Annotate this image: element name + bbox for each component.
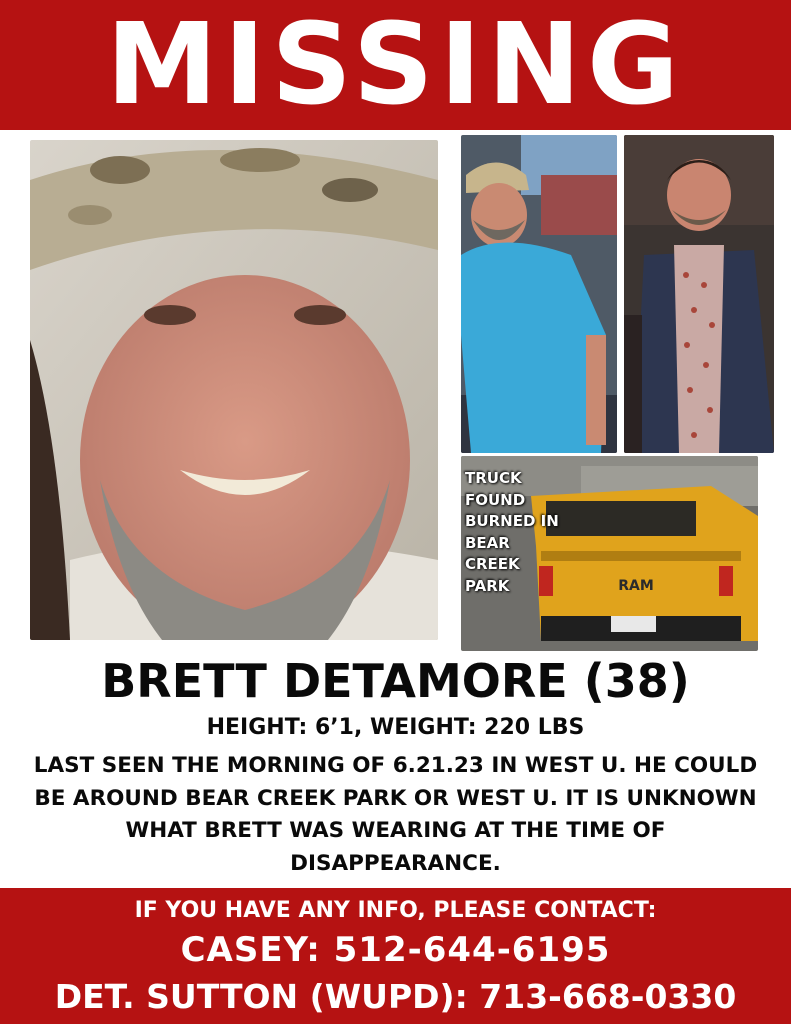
contact-banner [0,888,791,1024]
contact-sutton: DET. SUTTON (WUPD): 713-668-0330 [54,977,737,1016]
missing-banner [0,0,791,130]
stadium-photo [461,135,617,453]
person-stats: HEIGHT: 6’1, WEIGHT: 220 LBS [206,715,585,740]
person-name: BRETT DETAMORE (38) [101,654,690,708]
contact-lead: IF YOU HAVE ANY INFO, PLEASE CONTACT: [134,898,657,923]
truck-caption: TRUCK FOUND BURNED IN BEAR CREEK PARK [465,469,559,595]
contact-casey: CASEY: 512-644-6195 [180,930,611,970]
missing-title: MISSING [106,0,685,130]
main-portrait-photo [30,140,438,640]
person-details: LAST SEEN THE MORNING OF 6.21.23 IN WEST U. HE COULD BE AROUND BEAR CREEK PARK OR WEST U. IT IS UNKNOWN WHAT BRETT WAS WEARING AT THE TIME OF DISAPPEARANCE. [33,753,758,876]
event-photo [624,135,774,453]
truck-brand-text: RAM [618,578,654,594]
